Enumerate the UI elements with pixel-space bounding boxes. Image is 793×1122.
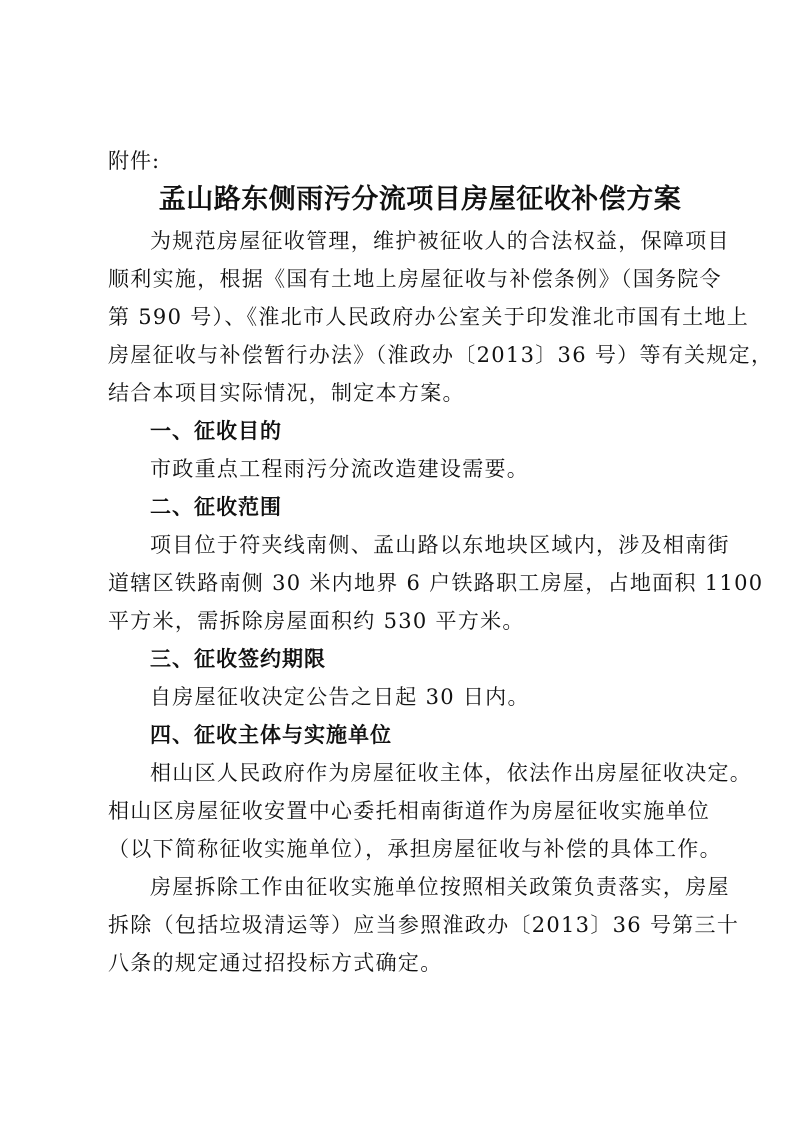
- attachment-label: 附件:: [108, 149, 161, 173]
- paragraph-line: 项目位于符夹线南侧、孟山路以东地块区域内，涉及相南街: [150, 533, 730, 557]
- paragraph-line: 拆除（包括垃圾清运等）应当参照淮政办〔2013〕36 号第三十: [108, 913, 740, 937]
- section-heading: 二、征收范围: [150, 495, 282, 519]
- paragraph-line: 相山区人民政府作为房屋征收主体，依法作出房屋征收决定。: [150, 761, 753, 785]
- paragraph-line: 市政重点工程雨污分流改造建设需要。: [150, 457, 530, 481]
- paragraph-line: 相山区房屋征收安置中心委托相南街道作为房屋征收实施单位: [108, 799, 711, 823]
- paragraph-line: 第 590 号）、《淮北市人民政府办公室关于印发淮北市国有土地上: [108, 305, 750, 329]
- paragraph-line: （以下简称征收实施单位），承担房屋征收与补偿的具体工作。: [108, 837, 722, 861]
- paragraph-line: 为规范房屋征收管理，维护被征收人的合法权益，保障项目: [150, 229, 730, 253]
- paragraph-line: 顺利实施，根据《国有土地上房屋征收与补偿条例》（国务院令: [108, 267, 722, 291]
- paragraph-line: 自房屋征收决定公告之日起 30 日内。: [150, 685, 530, 709]
- paragraph-line: 八条的规定通过招投标方式确定。: [108, 951, 443, 975]
- section-heading: 一、征收目的: [150, 419, 282, 443]
- section-heading: 三、征收签约期限: [150, 647, 326, 671]
- paragraph-line: 房屋拆除工作由征收实施单位按照相关政策负责落实，房屋: [150, 875, 730, 899]
- paragraph-line: 平方米，需拆除房屋面积约 530 平方米。: [108, 609, 525, 633]
- paragraph-line: 结合本项目实际情况，制定本方案。: [108, 381, 465, 405]
- paragraph-line: 房屋征收与补偿暂行办法》（淮政办〔2013〕36 号）等有关规定，: [108, 343, 774, 367]
- document-title: 孟山路东侧雨污分流项目房屋征收补偿方案: [158, 184, 682, 215]
- paragraph-line: 道辖区铁路南侧 30 米内地界 6 户铁路职工房屋，占地面积 1100: [108, 571, 764, 595]
- section-heading: 四、征收主体与实施单位: [150, 723, 392, 747]
